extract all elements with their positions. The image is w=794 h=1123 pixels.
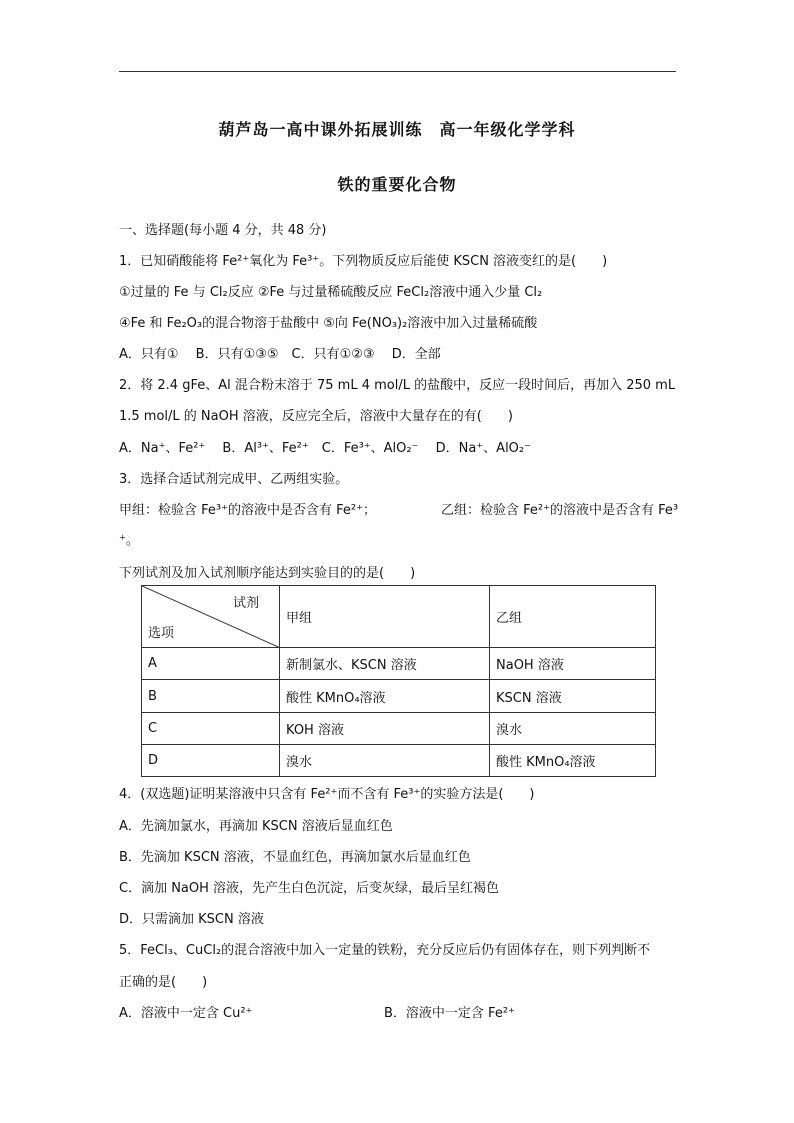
q4-stem: 4．(双选题)证明某溶液中只含有 Fe²⁺而不含有 Fe³⁺的实验方法是( ) [119, 787, 535, 802]
q1-stem: 1．已知硝酸能将 Fe²⁺氧化为 Fe³⁺。下列物质反应后能使 KSCN 溶液变红的是( ) [119, 254, 608, 269]
corner-bottom-label: 选项 [148, 626, 175, 642]
table-row [142, 712, 656, 744]
q1-options: A．只有① B．只有①③⑤ C．只有①②③ D．全部 [119, 347, 441, 362]
reagent-a: KOH 溶液 [280, 712, 490, 744]
q5-stem-line2: 正确的是( ) [119, 975, 208, 990]
reagent-b: KSCN 溶液 [490, 680, 656, 712]
reagent-a: 新制氯水、KSCN 溶液 [280, 648, 490, 680]
q1-items-line2: ④Fe 和 Fe₂O₃的混合物溶于盐酸中 ⑤向 Fe(NO₃)₂溶液中加入过量稀硫酸 [119, 316, 538, 331]
reagent-b: NaOH 溶液 [490, 648, 656, 680]
q2-options: A．Na⁺、Fe²⁺ B．Al³⁺、Fe²⁺ C．Fe³⁺、AlO₂⁻ D．Na⁺、AlO₂⁻ [119, 441, 531, 456]
topic-title: 铁的重要化合物 [337, 175, 457, 194]
q4-option-c: C．滴加 NaOH 溶液，先产生白色沉淀，后变灰绿，最后呈红褐色 [119, 881, 500, 896]
q5-stem-line1: 5．FeCl₃、CuCl₂的混合溶液中加入一定量的铁粉，充分反应后仍有固体存在，则下列判断不 [119, 943, 651, 958]
q5-option-a: A．溶液中一定含 Cu²⁺ [119, 1006, 253, 1021]
table-corner-cell [142, 586, 280, 648]
reagent-table [141, 585, 656, 777]
option-label: B [142, 680, 280, 712]
col-header-b: 乙组 [490, 586, 656, 648]
q3-group-a: 甲组：检验含 Fe³⁺的溶液中是否含有 Fe²⁺； [119, 503, 376, 518]
header-rule [119, 71, 676, 72]
option-label: D [142, 744, 280, 776]
q2-stem-line2: 1.5 mol/L 的 NaOH 溶液，反应完全后，溶液中大量存在的有( ) [119, 409, 513, 424]
reagent-a: 溴水 [280, 744, 490, 776]
q4-option-a: A．先滴加氯水，再滴加 KSCN 溶液后显血红色 [119, 819, 393, 834]
table-header-row [142, 586, 656, 648]
q3-group-b-wrap: ⁺。 [119, 533, 139, 548]
col-header-a: 甲组 [280, 586, 490, 648]
q5-option-b: B．溶液中一定含 Fe²⁺ [384, 1006, 515, 1021]
school-title: 葫芦岛一高中课外拓展训练 高一年级化学学科 [218, 120, 576, 139]
q3-question: 下列试剂及加入试剂顺序能达到实验目的的是( ) [119, 566, 416, 581]
q3-stem: 3．选择合适试剂完成甲、乙两组实验。 [119, 472, 349, 487]
table-row [142, 648, 656, 680]
q3-group-b: 乙组：检验含 Fe²⁺的溶液中是否含有 Fe³ [441, 503, 679, 518]
table-row [142, 680, 656, 712]
q1-items-line1: ①过量的 Fe 与 Cl₂反应 ②Fe 与过量稀硫酸反应 FeCl₂溶液中通入少量 Cl₂ [119, 285, 543, 300]
option-label: C [142, 712, 280, 744]
table-row [142, 744, 656, 776]
reagent-a: 酸性 KMnO₄溶液 [280, 680, 490, 712]
option-label: A [142, 648, 280, 680]
q4-option-d: D．只需滴加 KSCN 溶液 [119, 912, 264, 927]
corner-top-label: 试剂 [232, 596, 259, 611]
reagent-b: 酸性 KMnO₄溶液 [490, 744, 656, 776]
section-heading: 一、选择题(每小题 4 分，共 48 分) [119, 223, 327, 238]
q2-stem-line1: 2．将 2.4 gFe、Al 混合粉末溶于 75 mL 4 mol/L 的盐酸中，反应一段时间后，再加入 250 mL [119, 378, 676, 393]
q4-option-b: B．先滴加 KSCN 溶液，不显血红色，再滴加氯水后显血红色 [119, 850, 471, 865]
reagent-b: 溴水 [490, 712, 656, 744]
